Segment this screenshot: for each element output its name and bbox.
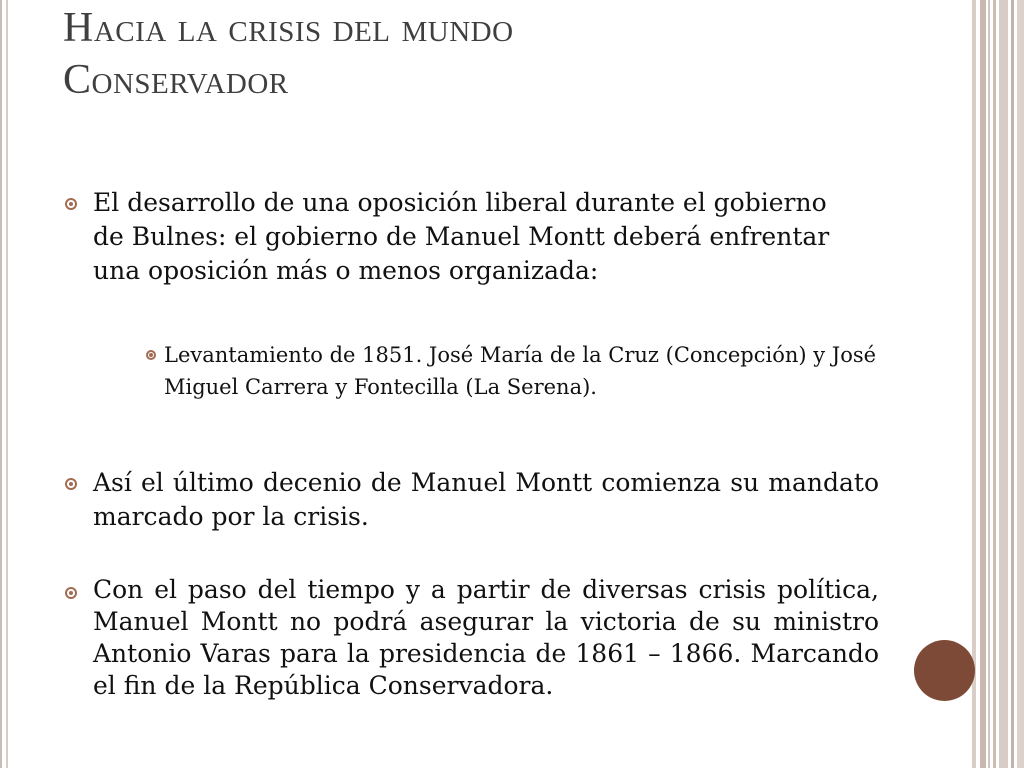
sub-bullet-text-1: Levantamiento de 1851. José María de la Cruz (Concepción) y José Miguel Carrera y Fontecilla (La Serena). [164,343,877,399]
right-stripe [980,0,986,768]
decorative-circle [914,640,975,701]
bullet-icon [65,478,77,490]
slide-title [63,2,943,106]
right-stripe [988,0,990,768]
left-border-line [0,0,2,768]
bullet-text-1: El desarrollo de una oposición liberal durante el gobierno de Bulnes: el gobierno de Manuel Montt deberá enfrentar una oposición más o menos organizada: [93,188,830,285]
bullet-text-3: Con el paso del tiempo y a partir de diversas crisis política, Manuel Montt no podrá asegurar la victoria de su ministro Antonio Varas para la presidencia de 1861 – 1866. Marcando el fin de la República Conservadora. [93,575,879,700]
slide-title-line-1: Hacia la crisis del mundo [63,5,514,51]
right-stripe [1011,0,1014,768]
right-stripe [999,0,1008,768]
left-border-line-inner [6,0,8,768]
right-stripe [993,0,996,768]
right-stripe [972,0,976,768]
bullet-text-2: Así el último decenio de Manuel Montt comienza su mandato marcado por la crisis. [93,468,879,531]
bullet-icon [65,198,77,210]
bullet-icon [65,587,77,599]
right-stripe [1017,0,1024,768]
sub-bullet-icon [146,350,156,360]
slide-title-line-2: Conservador [63,57,289,103]
